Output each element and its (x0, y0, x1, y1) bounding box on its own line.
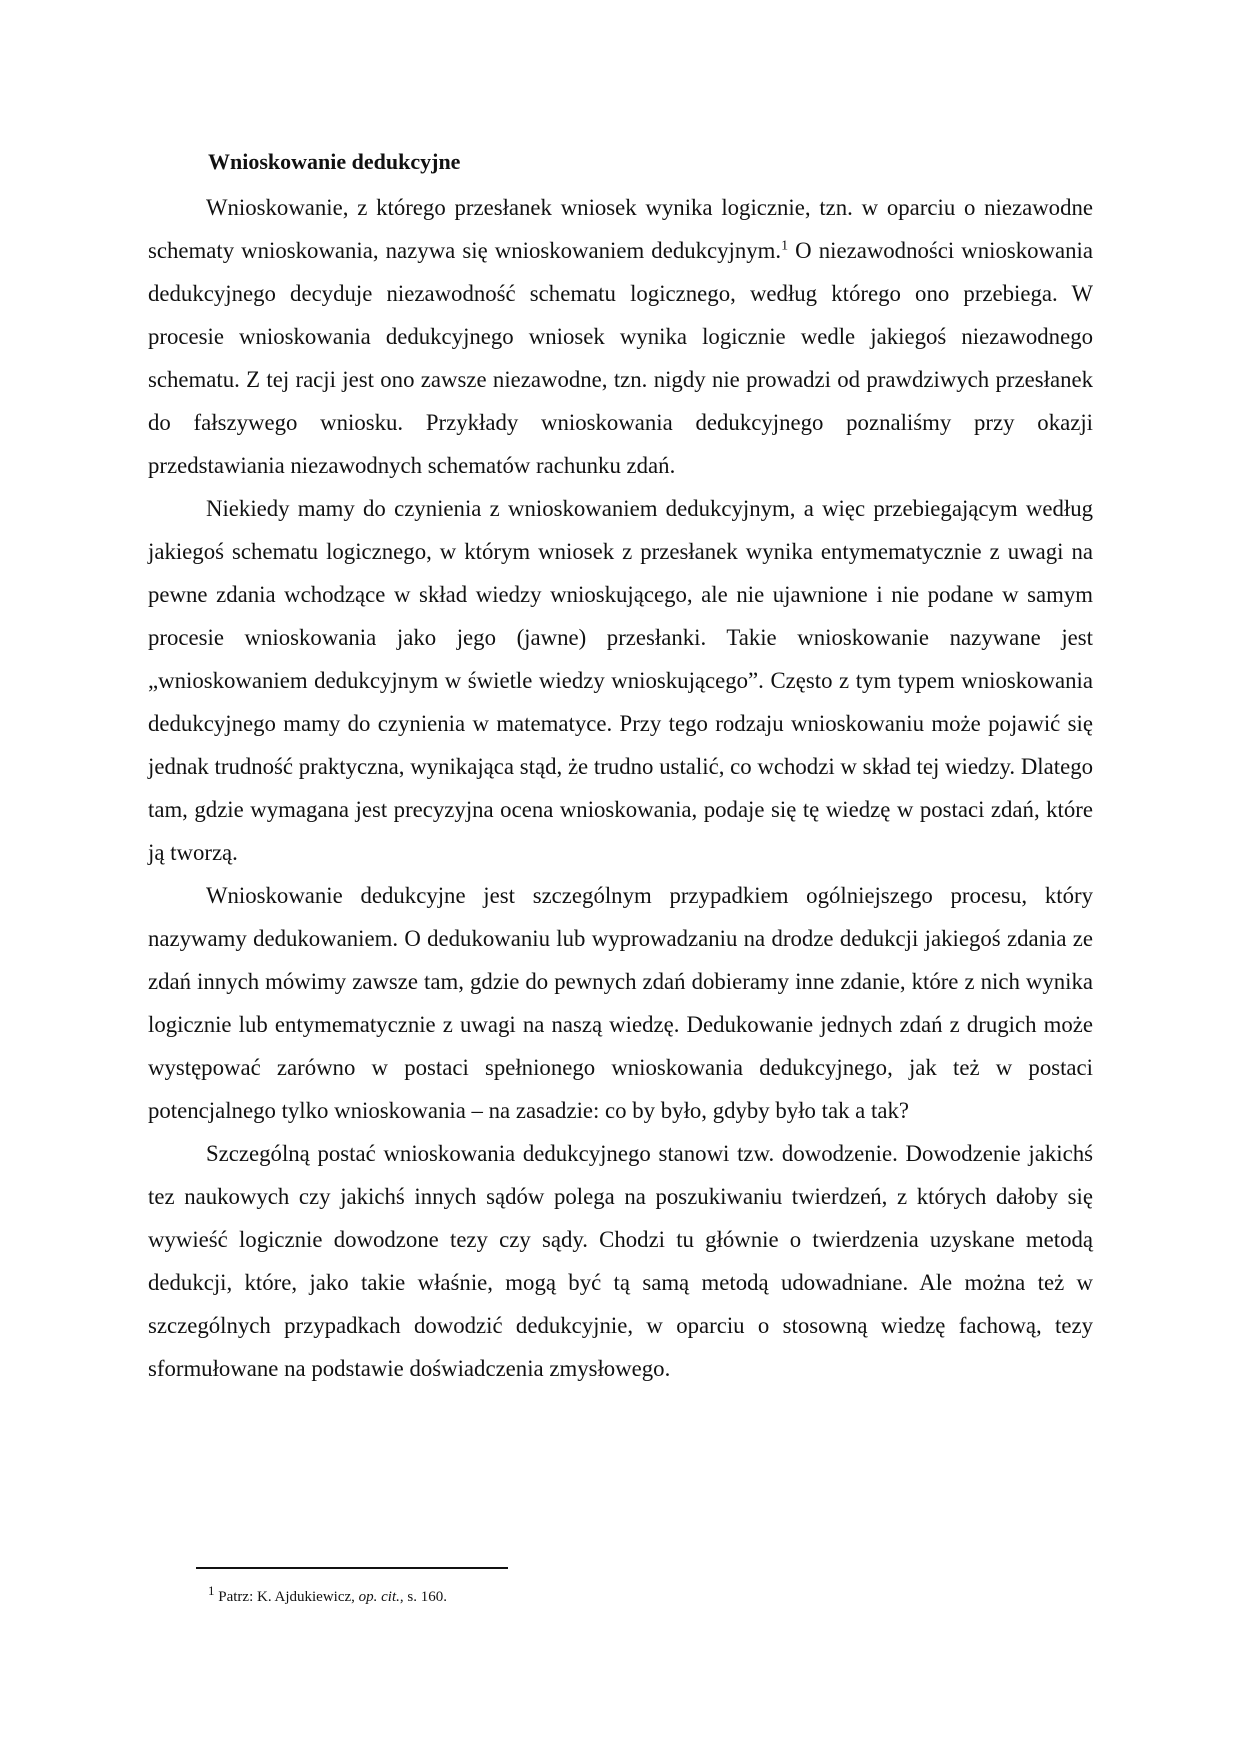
paragraph-1 (148, 186, 1093, 487)
document-title: Wnioskowanie dedukcyjne (208, 149, 461, 174)
footnote-reference: 1 (781, 238, 789, 254)
footnote (208, 1581, 447, 1607)
paragraph-1-text-after: O niezawodności wnioskowania dedukcyjnego decyduje niezawodność schematu logicznego, według którego ono przebiega. W procesie wnioskowania dedukcyjnego wniosek wynika logicznie wedle jakiegoś niezawodnego schematu. Z tej racji jest ono zawsze niezawodne, tzn. nigdy nie prowadzi od prawdziwych przesłanek do fałszywego wniosku. Przykłady wnioskowania dedukcyjnego poznaliśmy przy okazji przedstawiania niezawodnych schematów rachunku zdań. (148, 238, 1093, 478)
footnote-separator (196, 1567, 508, 1569)
footnote-number: 1 (208, 1583, 215, 1598)
document-body (148, 142, 1093, 1390)
paragraph-3: Wnioskowanie dedukcyjne jest szczególnym przypadkiem ogólniejszego procesu, który nazywamy dedukowaniem. O dedukowaniu lub wyprowadzaniu na drodze dedukcji jakiegoś zdania ze zdań innych mówimy zawsze tam, gdzie do pewnych zdań dobieramy inne zdanie, które z nich wynika logicznie lub entymematycznie z uwagi na naszą wiedzę. Dedukowanie jednych zdań z drugich może występować zarówno w postaci spełnionego wnioskowania dedukcyjnego, jak też w postaci potencjalnego tylko wnioskowania – na zasadzie: co by było, gdyby było tak a tak? (148, 883, 1093, 1123)
footnote-prefix: Patrz: K. Ajdukiewicz, (218, 1589, 359, 1605)
footnote-suffix: , s. 160. (399, 1589, 447, 1605)
paragraph-4: Szczególną postać wnioskowania dedukcyjnego stanowi tzw. dowodzenie. Dowodzenie jakichś tez naukowych czy jakichś innych sądów polega na poszukiwaniu twierdzeń, z których dałoby się wywieść logicznie dowodzone tezy czy sądy. Chodzi tu głównie o twierdzenia uzyskane metodą dedukcji, które, jako takie właśnie, mogą być tą samą metodą udowadniane. Ale można też w szczególnych przypadkach dowodzić dedukcyjnie, w oparciu o stosowną wiedzę fachową, tezy sformułowane na podstawie doświadczenia zmysłowego. (148, 1141, 1093, 1381)
paragraph-2: Niekiedy mamy do czynienia z wnioskowaniem dedukcyjnym, a więc przebiegającym według jakiegoś schematu logicznego, w którym wniosek z przesłanek wynika entymematycznie z uwagi na pewne zdania wchodzące w skład wiedzy wnioskującego, ale nie ujawnione i nie podane w samym procesie wnioskowania jako jego (jawne) przesłanki. Takie wnioskowanie nazywane jest „wnioskowaniem dedukcyjnym w świetle wiedzy wnioskującego”. Często z tym typem wnioskowania dedukcyjnego mamy do czynienia w matematyce. Przy tego rodzaju wnioskowaniu może pojawić się jednak trudność praktyczna, wynikająca stąd, że trudno ustalić, co wchodzi w skład tej wiedzy. Dlatego tam, gdzie wymagana jest precyzyjna ocena wnioskowania, podaje się tę wiedzę w postaci zdań, które ją tworzą. (148, 496, 1093, 865)
paragraph-1-text-before: Wnioskowanie, z którego przesłanek wniosek wynika logicznie, tzn. w oparciu o niezawodne schematy wnioskowania, nazywa się wnioskowaniem dedukcyjnym. (148, 195, 1093, 263)
footnote-italic: op. cit. (358, 1589, 400, 1605)
